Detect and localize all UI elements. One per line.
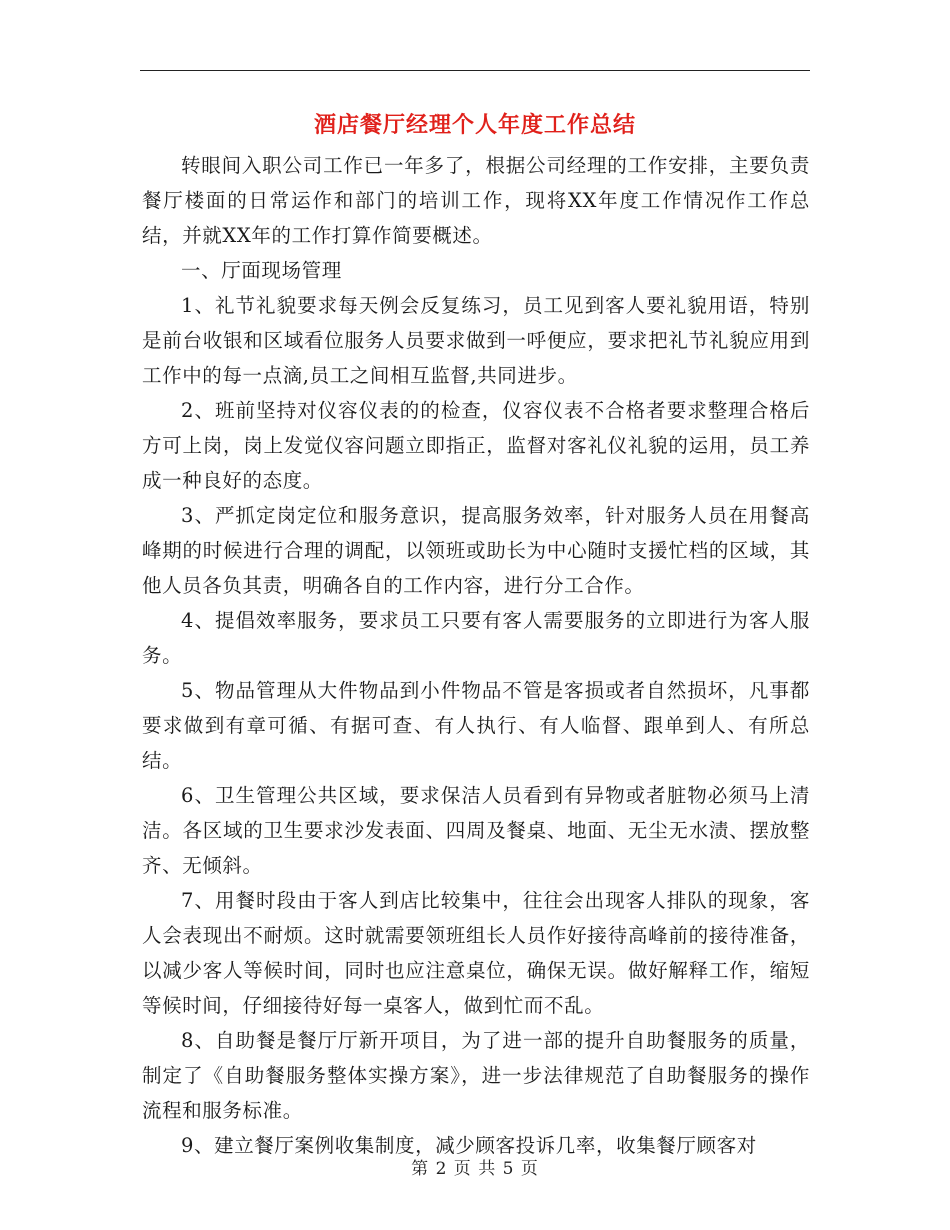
paragraph-item-5: 5、物品管理从大件物品到小件物品不管是客损或者自然损坏，凡事都要求做到有章可循、有据可查、有人执行、有人临督、跟单到人、有所总结。	[142, 679, 810, 772]
paragraph-item-3: 3、严抓定岗定位和服务意识，提高服务效率，针对服务人员在用餐高峰期的时候进行合理的调配，以领班或助长为中心随时支援忙档的区域，其他人员各负其责，明确各自的工作内容，进行分工合作。	[142, 504, 810, 597]
paragraph-item-2: 2、班前坚持对仪容仪表的的检查，仪容仪表不合格者要求整理合格后方可上岗，岗上发觉仪容问题立即指正，监督对客礼仪礼貌的运用，员工养成一种良好的态度。	[142, 399, 810, 492]
paragraph-item-1: 1、礼节礼貌要求每天例会反复练习，员工见到客人要礼貌用语，特别是前台收银和区域看位服务人员要求做到一呼便应，要求把礼节礼貌应用到工作中的每一点滴,员工之间相互监督,共同进步。	[142, 294, 810, 387]
paragraph-item-9: 9、建立餐厅案例收集制度，减少顾客投诉几率，收集餐厅顾客对	[181, 1134, 757, 1157]
document-title: 酒店餐厅经理个人年度工作总结	[313, 112, 636, 138]
paragraph-item-8: 8、自助餐是餐厅厅新开项目，为了进一部的提升自助餐服务的质量，制定了《自助餐服务整体实操方案》，进一步法律规范了自助餐服务的操作流程和服务标准。	[142, 1029, 810, 1122]
header-rule	[140, 70, 810, 71]
document-body	[142, 148, 810, 1163]
paragraph-item-6: 6、卫生管理公共区域，要求保洁人员看到有异物或者脏物必须马上清洁。各区域的卫生要求沙发表面、四周及餐桌、地面、无尘无水渍、摆放整齐、无倾斜。	[142, 784, 810, 877]
page-footer: 第 2 页 共 5 页	[411, 1159, 539, 1179]
paragraph-item-4: 4、提倡效率服务，要求员工只要有客人需要服务的立即进行为客人服务。	[142, 609, 810, 667]
paragraph-intro: 转眼间入职公司工作已一年多了，根据公司经理的工作安排，主要负责餐厅楼面的日常运作和部门的培训工作，现将XX年度工作情况作工作总结，并就XX年的工作打算作简要概述。	[142, 154, 810, 247]
section-heading: 一、厅面现场管理	[181, 259, 342, 282]
paragraph-item-7: 7、用餐时段由于客人到店比较集中，往往会出现客人排队的现象，客人会表现出不耐烦。这时就需要领班组长人员作好接待高峰前的接待准备，以减少客人等候时间，同时也应注意桌位，确保无误。做好解释工作，缩短等候时间，仔细接待好每一桌客人，做到忙而不乱。	[142, 889, 810, 1017]
